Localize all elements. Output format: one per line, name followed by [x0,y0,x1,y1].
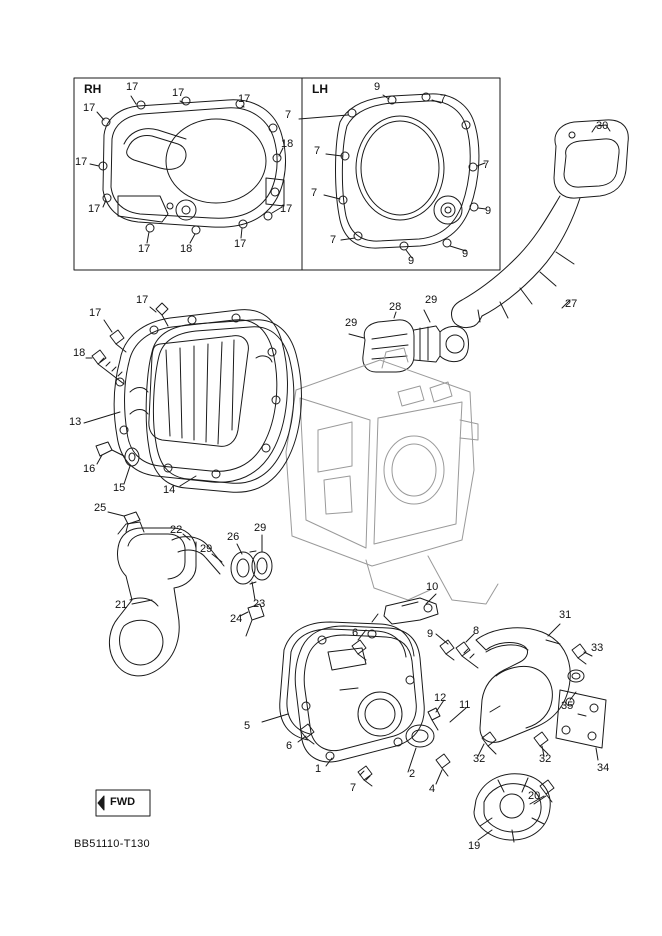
callout-number: 30 [596,120,609,132]
callout-number: 17 [89,307,102,319]
callout-number: 17 [172,87,185,99]
callout-number: 29 [200,543,213,555]
callout-number: 17 [238,93,251,105]
callout-number: 7 [311,187,318,199]
panel-label-rh: RH [84,82,102,96]
callout-number: 7 [314,145,321,157]
callout-number: 29 [345,317,358,329]
callout-number: 33 [591,642,604,654]
callout-number: 7 [330,234,337,246]
callout-number: 18 [180,243,193,255]
diagram-code: BB51110-T130 [74,838,150,850]
callout-number: 10 [426,581,439,593]
callout-number: 1 [315,763,322,775]
callout-number: 34 [597,762,610,774]
callout-number: 7 [483,159,490,171]
callout-number: 2 [409,768,416,780]
callout-number: 19 [468,840,481,852]
callout-number: 17 [88,203,101,215]
callout-number: 31 [559,609,572,621]
callout-number: 17 [83,102,96,114]
callout-number: 9 [462,248,469,260]
callout-number: 28 [389,301,402,313]
callout-number: 9 [485,205,492,217]
callout-number: 17 [280,203,293,215]
callout-number: 32 [539,753,552,765]
callout-number: 29 [254,522,267,534]
callout-number: 17 [234,238,247,250]
callout-number: 9 [427,628,434,640]
callout-number: 18 [73,347,86,359]
callout-number: 6 [286,740,293,752]
callout-number: 22 [170,524,183,536]
fwd-direction-label: FWD [110,796,136,808]
callout-number: 29 [425,294,438,306]
callout-number: 25 [94,502,107,514]
callout-number: 27 [565,298,578,310]
callout-number: 15 [113,482,126,494]
panel-label-lh: LH [312,82,328,96]
callout-number: 32 [473,753,486,765]
callout-number: 35 [561,700,574,712]
callout-number: 17 [138,243,151,255]
callout-number: 6 [352,627,359,639]
callout-number: 9 [408,255,415,267]
callout-number: 14 [163,484,176,496]
callout-number: 17 [126,81,139,93]
callout-number: 5 [244,720,251,732]
callout-number: 11 [459,699,471,711]
callout-number: 26 [227,531,240,543]
callout-number: 21 [115,599,128,611]
callout-number: 8 [473,625,480,637]
callout-number: 24 [230,613,243,625]
callout-number: 4 [429,783,436,795]
callout-number: 16 [83,463,96,475]
callout-number: 12 [434,692,447,704]
callout-number: 20 [528,790,541,802]
callout-number: 7 [285,109,292,121]
callout-number: 9 [374,81,381,93]
callout-number: 17 [75,156,88,168]
callout-number: 17 [136,294,149,306]
callout-number: 23 [253,598,266,610]
callout-number: 13 [69,416,82,428]
callout-number: 18 [281,138,294,150]
callout-number: 7 [350,782,357,794]
callout-number: 7 [440,93,447,105]
